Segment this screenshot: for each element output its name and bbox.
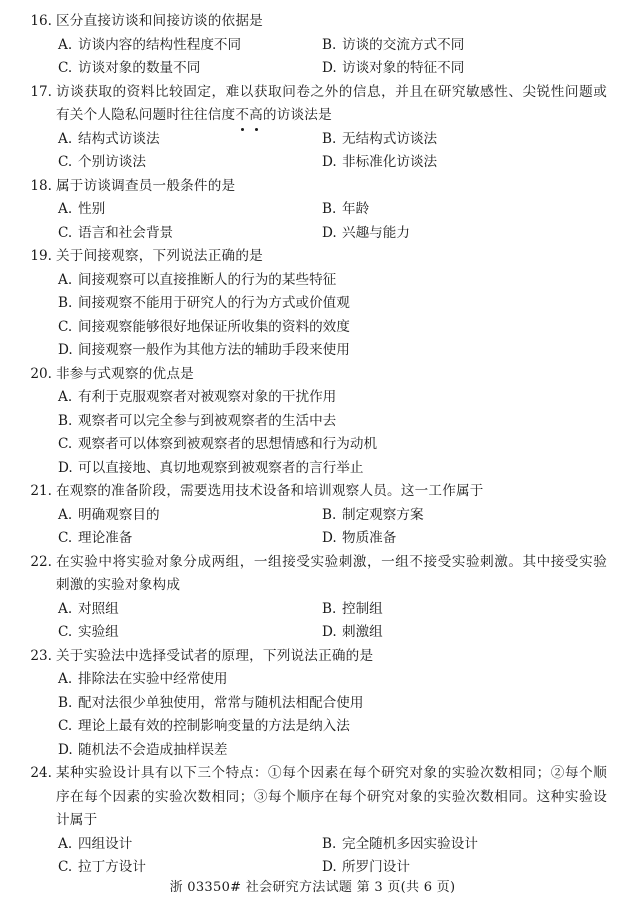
option-list [0,598,625,645]
question-17 [0,81,625,175]
option-list [0,198,625,245]
question-number: 21. [30,483,52,499]
option-text: 个别访谈法 [78,154,146,170]
question-number: 20. [30,365,52,382]
option-text: 兴趣与能力 [342,224,410,241]
option-c [58,527,322,551]
option-letter: D. [58,459,73,476]
question-23 [0,645,625,763]
option-a [58,833,322,857]
option-b [322,598,572,622]
option-text: 访谈的交流方式不同 [342,36,465,53]
option-letter: D. [58,342,73,358]
option-text: 访谈内容的结构性程度不同 [78,36,242,53]
option-letter: C. [58,624,73,640]
option-d [322,222,572,246]
question-number: 22. [30,553,52,570]
option-list [0,34,625,81]
page-footer: 浙 03350# 社会研究方法试题 第 3 页(共 6 页) [169,880,456,895]
option-text: 理论上最有效的控制影响变量的方法是纳入法 [78,718,350,734]
question-text: 属于访谈调查员一般条件的是 [56,177,236,194]
option-b [322,128,572,152]
option-d [322,151,572,175]
option-letter: A. [58,835,73,852]
question-text: 关于实验法中选择受试者的原理，下列说法正确的是 [56,647,374,664]
option-b [322,504,572,528]
question-24 [0,762,625,880]
option-text: 对照组 [78,600,119,617]
question-text: 在实验中将实验对象分成两组，一组接受实验刺激，一组不接受实验刺激。其中接受实验刺激的实验对象构成 [56,553,607,593]
option-text: 有利于克服观察者对被观察对象的干扰作用 [78,389,337,405]
option-a [58,504,322,528]
emphasized-char: 高 [249,104,263,128]
option-text: 刺激组 [342,624,383,640]
option-letter: D. [322,624,337,640]
option-letter: C. [58,530,73,546]
option-a [58,198,322,222]
question-number: 17. [30,83,52,100]
option-a [58,668,625,692]
question-stem [0,10,625,34]
question-21 [0,480,625,551]
option-letter: B. [322,130,337,147]
option-c [58,621,322,645]
option-c [58,222,322,246]
option-list [0,386,625,480]
option-letter: B. [322,506,337,523]
option-d [322,527,572,551]
question-stem [0,245,625,269]
emphasized-char: 不 [235,104,249,128]
option-c [58,151,322,175]
option-text: 语言和社会背景 [78,224,174,241]
option-text: 非标准化访谈法 [342,154,438,170]
question-16 [0,10,625,81]
option-d [322,57,572,81]
option-a [58,386,625,410]
option-d [322,621,572,645]
option-text: 控制组 [342,600,383,617]
option-letter: B. [58,295,73,311]
question-text: 在观察的准备阶段，需要选用技术设备和培训观察人员。这一工作属于 [56,483,484,499]
option-letter: C. [58,318,73,335]
option-c [58,57,322,81]
option-text: 间接观察不能用于研究人的行为方式或价值观 [78,295,350,311]
option-a [58,598,322,622]
question-text: 关于间接观察，下列说法正确的是 [56,248,263,264]
option-letter: A. [58,130,73,147]
option-text: 间接观察能够很好地保证所收集的资料的效度 [78,318,350,335]
question-text: 某种实验设计具有以下三个特点：①每个因素在每个研究对象的实验次数相同；②每个顺序在每个因素的实验次数相同；③每个顺序在每个研究对象的实验次数相同。这种实验设计属于 [56,765,607,828]
option-d [58,339,625,363]
option-text: 排除法在实验中经常使用 [78,671,228,687]
option-text: 访谈对象的数量不同 [78,60,201,76]
option-text: 访谈对象的特征不同 [342,60,465,76]
question-stem [0,645,625,669]
option-text: 可以直接地、真切地观察到被观察者的言行举止 [78,459,364,476]
question-22 [0,551,625,645]
option-letter: C. [58,859,73,875]
option-letter: B. [322,600,337,617]
question-number: 23. [30,647,52,664]
option-b [58,292,625,316]
option-text: 随机法不会造成抽样误差 [78,741,228,758]
question-19 [0,245,625,363]
question-number: 19. [30,248,52,264]
option-letter: B. [58,694,73,711]
question-stem [0,480,625,504]
option-list [0,269,625,363]
option-text: 制定观察方案 [342,506,424,523]
option-text: 无结构式访谈法 [342,130,438,147]
option-letter: D. [322,859,337,875]
question-stem [0,175,625,199]
option-text: 观察者可以体察到被观察者的思想情感和行为动机 [78,436,378,452]
option-letter: D. [322,224,337,241]
option-b [58,692,625,716]
option-c [58,316,625,340]
question-number: 18. [30,177,52,194]
option-letter: C. [58,154,73,170]
option-text: 间接观察一般作为其他方法的辅助手段来使用 [78,342,350,358]
option-text: 结构式访谈法 [78,130,160,147]
option-text: 物质准备 [342,530,397,546]
option-d [58,739,625,763]
option-letter: C. [58,436,73,452]
option-letter: A. [58,506,73,523]
question-text: 非参与式观察的优点是 [56,365,194,382]
option-letter: A. [58,671,73,687]
option-b [322,198,572,222]
question-text: 区分直接访谈和间接访谈的依据是 [56,13,263,29]
option-letter: D. [322,530,337,546]
question-number: 24. [30,765,52,781]
option-c [58,433,625,457]
option-a [58,269,625,293]
option-b [322,34,572,58]
option-text: 明确观察目的 [78,506,160,523]
question-stem [0,762,625,833]
option-text: 间接观察可以直接推断人的行为的某些特征 [78,271,337,288]
question-text [56,81,625,128]
option-b [322,833,572,857]
question-text-part: 的访谈法是 [262,107,332,123]
question-stem [0,363,625,387]
option-list [0,668,625,762]
option-list [0,128,625,175]
option-letter: C. [58,718,73,734]
question-stem [0,81,625,128]
question-20 [0,363,625,481]
question-text-part: 访谈获取的资料比较固定，难以获取问卷之外的信息，并且在研究敏感性、尖锐性问题或有关个人隐私问题时往往信度 [56,83,607,123]
option-text: 所罗门设计 [342,859,410,875]
option-text: 完全随机多因实验设计 [342,835,478,852]
question-18 [0,175,625,246]
option-text: 实验组 [78,624,119,640]
option-text: 理论准备 [78,530,133,546]
option-letter: A. [58,201,73,217]
option-list [0,504,625,551]
option-letter: B. [322,835,337,852]
option-text: 配对法很少单独使用，常常与随机法相配合使用 [78,694,364,711]
option-c [58,715,625,739]
option-letter: A. [58,600,73,617]
option-b [58,410,625,434]
option-letter: B. [58,412,73,429]
option-text: 拉丁方设计 [78,859,146,875]
option-text: 年龄 [342,201,370,217]
option-list [0,833,625,880]
option-text: 四组设计 [78,835,133,852]
option-d [58,457,625,481]
question-number: 16. [30,13,52,29]
option-letter: D. [322,154,337,170]
option-letter: A. [58,36,73,53]
option-letter: C. [58,60,73,76]
option-letter: A. [58,271,73,288]
option-letter: C. [58,224,73,241]
option-letter: B. [322,201,337,217]
option-letter: D. [58,741,73,758]
option-a [58,34,322,58]
option-text: 观察者可以完全参与到被观察者的生活中去 [78,412,337,429]
option-letter: A. [58,389,73,405]
question-stem [0,551,625,598]
option-a [58,128,322,152]
option-text: 性别 [78,201,106,217]
option-letter: D. [322,60,337,76]
option-letter: B. [322,36,337,53]
